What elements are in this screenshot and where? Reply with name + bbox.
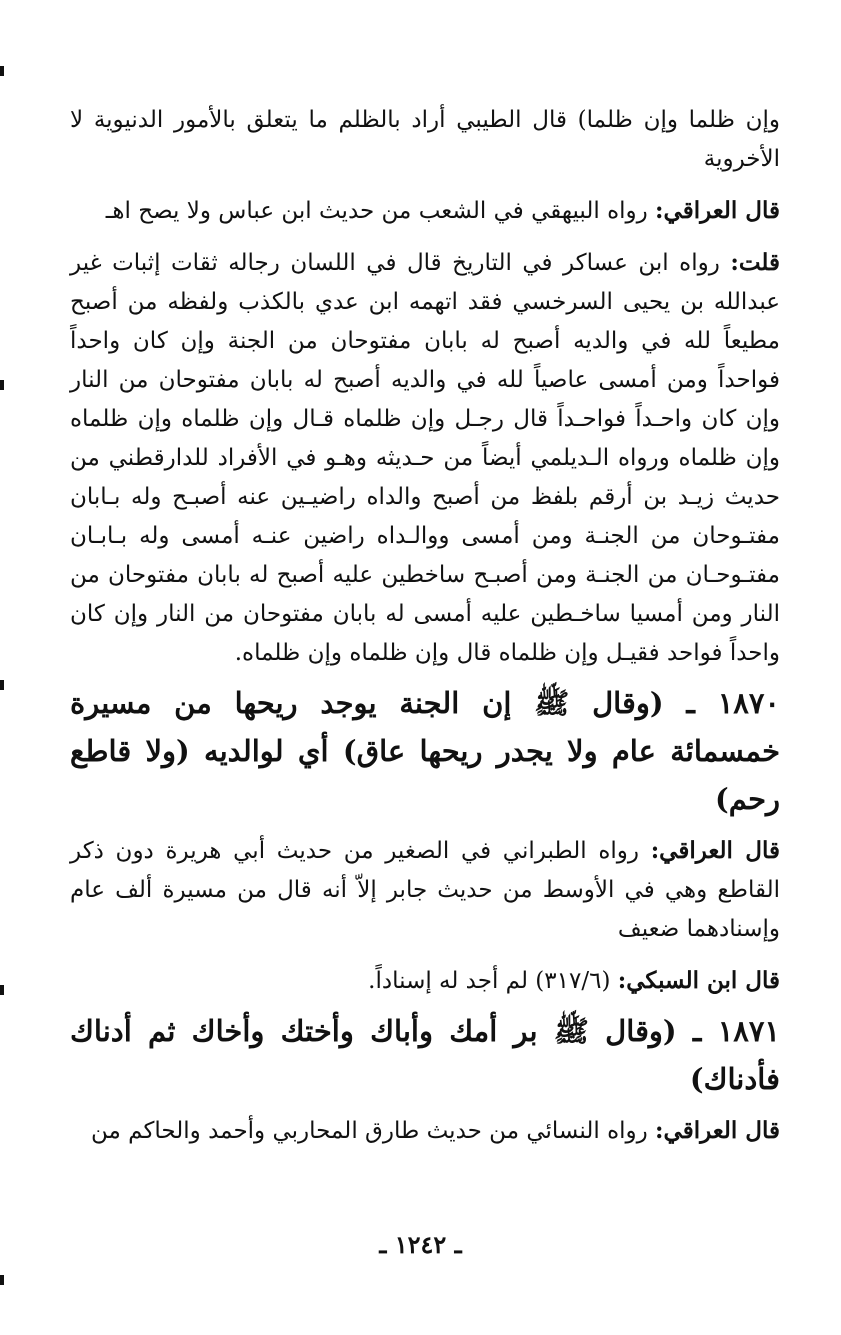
- commentary-iraqi-1871: [70, 1111, 780, 1151]
- paragraph-lead: قلت:: [730, 249, 781, 276]
- paragraph-text: رواه ابن عساكر في التاريخ قال في اللسان رجاله ثقات إثبات غير عبدالله بن يحيى السرخسي فقد اتهمه ابن عدي بالكذب ولفظه من أصبح مطيعاً لله في والديه أصبح له بابان مفتوحان من الجنة وإن كان واحداً فواحداً ومن أمسى عاصياً لله في والديه أصبح له بابان مفتوحان من النار وإن كان واحـداً فواحـداً قال رجـل وإن ظلماه قـال وإن ظلماه وإن ظلماه وإن ظلماه ورواه الـديلمي أيضاً من حـديثه وهـو في الأفراد للدارقطني من حديث زيـد بن أرقم بلفظ من أصبح والداه راضيـين عنه أصبـح وله بـابان مفتـوحان من الجنـة ومن أمسى ووالـداه راضين عنـه أمسى وله بـابـان مفتـوحـان من الجنـة ومن أصبـح ساخطين عليه أصبح له بابان مفتوحان من النار ومن أمسيا ساخـطين عليه أمسى له بابان مفتوحان من النار وإن كان واحداً فواحد فقيـل وإن ظلماه قال وإن ظلماه وإن ظلماه.: [70, 250, 780, 666]
- scan-edge-mark: [0, 985, 4, 995]
- hadith-1871: ١٨٧١ ـ (وقال ﷺ بر أمك وأباك وأختك وأخاك ثم أدناك فأدناك): [70, 1014, 780, 1096]
- page-body: [70, 100, 780, 1151]
- paragraph: [70, 243, 780, 673]
- commentary-lead: قال ابن السبكي:: [617, 967, 780, 994]
- commentary-subki-1870: [70, 961, 780, 1001]
- page-number: ـ ١٢٤٢ ـ: [379, 1230, 462, 1259]
- commentary-lead: قال العراقي:: [650, 837, 781, 864]
- commentary-text: (٣١٧/٦) لم أجد له إسناداً.: [368, 968, 611, 994]
- commentary-iraqi-1870: [70, 831, 780, 949]
- paragraph-lead: قال العراقي:: [655, 197, 780, 224]
- scan-edge-mark: [0, 1275, 4, 1285]
- scan-edge-mark: [0, 380, 4, 390]
- hadith-1870: ١٨٧٠ ـ (وقال ﷺ إن الجنة يوجد ريحها من مسيرة خمسمائة عام ولا يجدر ريحها عاق) أي لوالديه (ولا قاطع رحم): [70, 686, 780, 816]
- commentary-text: رواه النسائي من حديث طارق المحاربي وأحمد والحاكم من: [91, 1118, 648, 1144]
- scan-edge-mark: [0, 66, 4, 76]
- paragraph: [70, 191, 780, 231]
- paragraph: [70, 100, 780, 179]
- commentary-lead: قال العراقي:: [655, 1117, 780, 1144]
- paragraph-text: رواه البيهقي في الشعب من حديث ابن عباس ولا يصح اهـ: [105, 198, 648, 224]
- scan-edge-mark: [0, 680, 4, 690]
- paragraph-text: وإن ظلما وإن ظلما) قال الطيبي أراد بالظلم ما يتعلق بالأمور الدنيوية لا الأخروية: [70, 107, 780, 172]
- commentary-text: رواه الطبراني في الصغير من حديث أبي هريرة دون ذكر القاطع وهي في الأوسط من حديث جابر إلاّ أنه قال من مسيرة ألف عام وإسنادهما ضعيف: [70, 838, 780, 942]
